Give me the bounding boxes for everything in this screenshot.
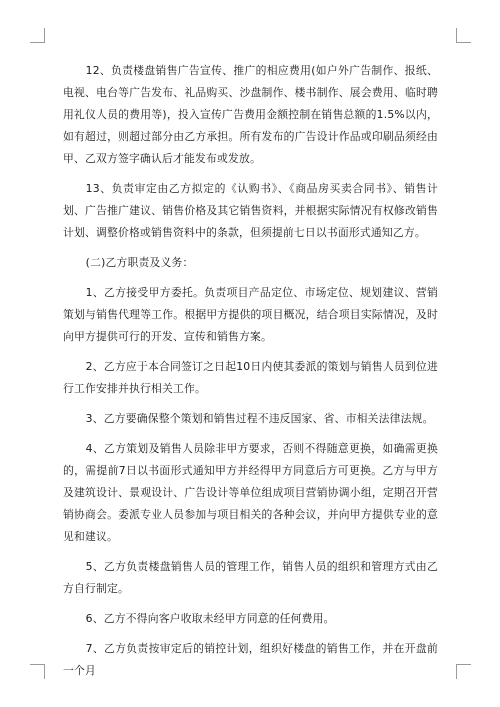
paragraph-duty-7: 7、乙方负责按审定后的销控计划，组织好楼盘的销售工作，并在开盘前一个月: [63, 642, 438, 677]
section-heading-party-b-duties: (二)乙方职责及义务：: [85, 256, 194, 269]
paragraph-item-12: 12、负责楼盘销售广告宣传、推广的相应费用(如户外广告制作、报纸、电视、电台等广告发布、礼品购买、沙盘制作、楼书制作、展会费用、临时聘用礼仪人员的费用等)，投入宣传广告费用金额控制在销售总额的1.5%以内，如有超过，则超过部分由乙方承担。所有发布的广告设计作品或印刷品须经由甲、乙双方签字确认后才能发布或发放。: [63, 64, 438, 165]
crop-mark-top-left: [30, 28, 45, 43]
paragraph-item-13: 13、负责审定由乙方拟定的《认购书》、《商品房买卖合同书》、销售计划、广告推广建议、销售价格及其它销售资料，并根据实际情况有权修改销售计划、调整价格或销售资料中的条款，但须提前七日以书面形式通知乙方。: [63, 182, 438, 239]
paragraph-duty-2: 2、乙方应于本合同签订之日起10日内使其委派的策划与销售人员到位进行工作安排并执行相关工作。: [63, 360, 438, 395]
paragraph-duty-6: 6、乙方不得向客户收取未经甲方同意的任何费用。: [85, 612, 335, 625]
crop-mark-bottom-right: [456, 664, 471, 679]
document-body: [63, 60, 438, 682]
paragraph-duty-5: 5、乙方负责楼盘销售人员的管理工作，销售人员的组织和管理方式由乙方自行制定。: [63, 560, 438, 595]
crop-mark-top-right: [456, 28, 471, 43]
paragraph-duty-1: 1、乙方接受甲方委托。负责项目产品定位、市场定位、规划建议、营销策划与销售代理等工作。根据甲方提供的项目概况，结合项目实际情况，及时向甲方提供可行的开发、宣传和销售方案。: [63, 286, 438, 343]
paragraph-duty-4: 4、乙方策划及销售人员除非甲方要求，否则不得随意更换，如确需更换的，需提前7日以书面形式通知甲方并经得甲方同意后方可更换。乙方与甲方及建筑设计、景观设计、广告设计等单位组成项目营销协调小组，定期召开营销协商会。委派专业人员参加与项目相关的各种会议，并向甲方提供专业的意见和建议。: [63, 442, 438, 543]
paragraph-duty-3: 3、乙方要确保整个策划和销售过程不违反国家、省、市相关法律法规。: [85, 412, 434, 425]
crop-mark-bottom-left: [30, 664, 45, 679]
